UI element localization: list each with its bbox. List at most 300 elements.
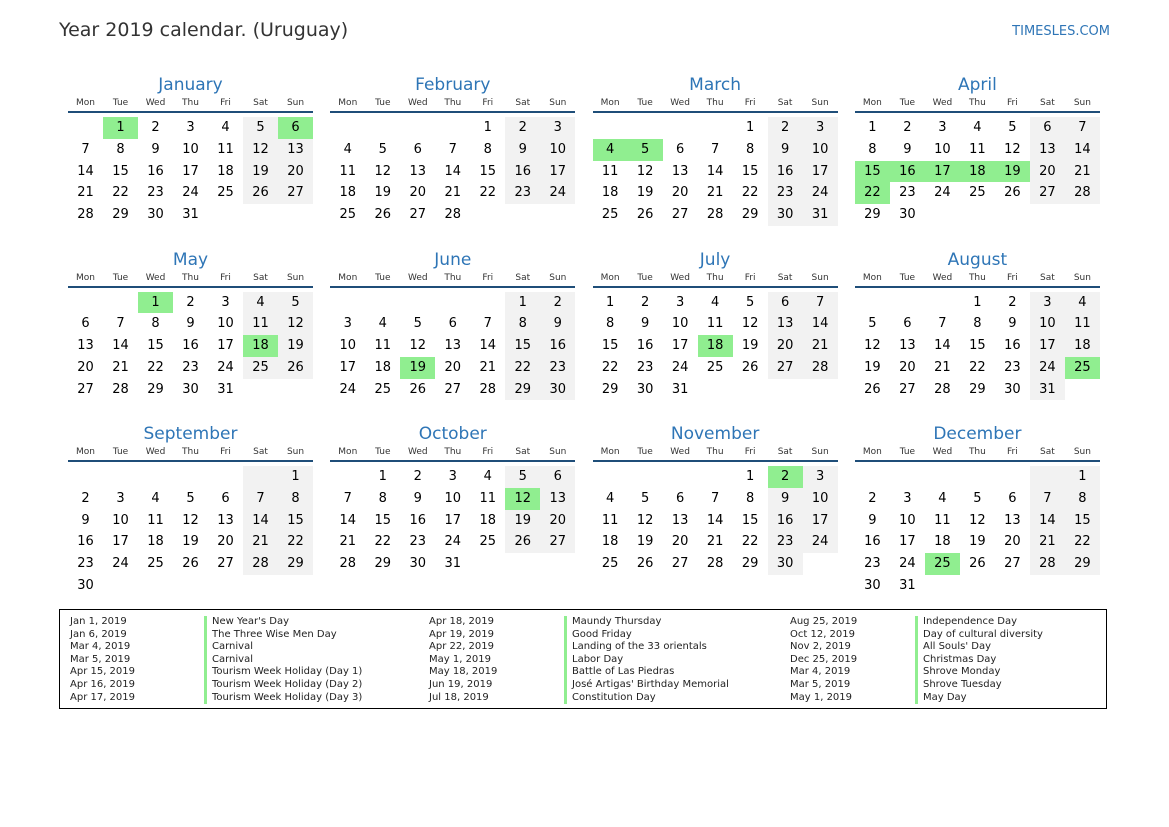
day-grid <box>330 466 575 575</box>
day-cell: 21 <box>479 359 497 375</box>
day-cell: 8 <box>151 316 160 332</box>
holiday-date: Aug 25, 2019 <box>790 616 858 627</box>
day-cell: 2 <box>505 117 540 139</box>
day-cell: 31 <box>803 204 838 226</box>
day-cell: 27 <box>278 182 313 204</box>
month-february <box>330 74 575 249</box>
day-cell: 10 <box>217 316 234 332</box>
holiday-date: Jul 18, 2019 <box>429 691 489 703</box>
day-cell: 20 <box>278 161 313 183</box>
day-cell: 11 <box>243 313 278 335</box>
day-cell: 29 <box>741 556 759 572</box>
day-cell: 5 <box>505 466 540 488</box>
day-cell: 30 <box>77 577 94 593</box>
day-cell: 18 <box>601 185 619 201</box>
weekday-label: Fri <box>1007 447 1018 457</box>
day-cell: 15 <box>969 338 986 354</box>
weekday-label: Thu <box>444 447 462 457</box>
day-cell: 28 <box>444 207 462 223</box>
holiday-date: Jan 1, 2019 <box>70 616 127 627</box>
day-blank <box>400 117 435 139</box>
day-cell: 4 <box>938 490 947 506</box>
day-cell: 22 <box>601 359 619 375</box>
weekday-label: Fri <box>220 98 231 108</box>
day-cell: 22 <box>479 185 497 201</box>
day-cell: 18 <box>217 163 234 179</box>
day-blank <box>698 117 733 139</box>
day-cell: 11 <box>1065 313 1100 335</box>
day-cell: 20 <box>768 335 803 357</box>
day-blank <box>103 466 138 488</box>
weekday-label: Sat <box>1040 98 1055 108</box>
day-cell: 30 <box>864 577 881 593</box>
day-cell: 12 <box>636 163 654 179</box>
day-cell: 7 <box>1030 488 1065 510</box>
day-cell: 13 <box>1004 512 1021 528</box>
weekday-label: Thu <box>706 98 724 108</box>
holiday-date: Apr 19, 2019 <box>429 628 495 640</box>
day-cell: 9 <box>151 141 160 157</box>
day-cell: 5 <box>973 490 982 506</box>
day-cell: 19 <box>243 161 278 183</box>
day-cell: 26 <box>278 357 313 379</box>
weekday-label: Mon <box>338 447 358 457</box>
month-name: December <box>933 424 1022 444</box>
day-cell: 15 <box>147 338 164 354</box>
day-cell: 24 <box>112 556 129 572</box>
holiday-name: Tourism Week Holiday (Day 1) <box>204 666 362 679</box>
day-cell: 18 <box>601 534 619 550</box>
day-cell: 9 <box>868 512 877 528</box>
weekday-label: Mon <box>338 272 358 283</box>
weekday-label: Wed <box>932 272 953 283</box>
day-cell: 26 <box>864 381 881 397</box>
holiday-day-cell: 18 <box>698 335 733 357</box>
day-cell: 21 <box>243 531 278 553</box>
day-blank <box>593 466 628 488</box>
weekday-label: Thu <box>444 98 462 108</box>
day-cell: 7 <box>710 490 720 506</box>
holiday-day-cell: 15 <box>855 161 890 183</box>
month-april <box>855 74 1100 249</box>
holiday-date-column <box>790 616 857 704</box>
day-cell: 9 <box>505 139 540 161</box>
day-cell: 21 <box>1030 531 1065 553</box>
weekday-label: Tue <box>112 447 129 457</box>
day-cell: 27 <box>768 357 803 379</box>
day-cell: 22 <box>112 185 129 201</box>
day-cell: 14 <box>1065 139 1100 161</box>
weekday-header <box>593 271 838 288</box>
day-cell: 2 <box>868 490 877 506</box>
day-cell: 28 <box>112 381 129 397</box>
weekday-label: Thu <box>706 272 724 283</box>
day-cell: 3 <box>448 469 457 484</box>
weekday-label: Sat <box>253 447 268 457</box>
day-cell: 15 <box>374 512 392 528</box>
day-cell: 31 <box>444 556 462 572</box>
day-cell: 28 <box>339 556 357 572</box>
holiday-day-cell: 16 <box>890 161 925 183</box>
day-cell: 13 <box>671 512 689 528</box>
weekday-label: Tue <box>637 272 653 283</box>
day-cell: 23 <box>77 556 94 572</box>
weekday-header <box>593 445 838 462</box>
day-cell: 22 <box>278 531 313 553</box>
month-may <box>68 249 313 424</box>
holiday-day-cell: 18 <box>243 335 278 357</box>
holiday-name: Battle of Las Piedras <box>564 666 729 679</box>
holiday-day-cell: 4 <box>593 139 628 161</box>
day-grid <box>68 292 313 401</box>
day-cell: 30 <box>540 379 575 401</box>
day-cell: 4 <box>221 120 230 135</box>
day-cell: 2 <box>1008 294 1017 310</box>
day-cell: 16 <box>768 161 803 183</box>
day-cell: 30 <box>147 207 164 223</box>
day-cell: 26 <box>374 207 392 223</box>
weekday-label: Tue <box>637 98 653 108</box>
day-cell: 27 <box>540 531 575 553</box>
day-cell: 16 <box>505 161 540 183</box>
weekday-label: Sun <box>1073 98 1091 108</box>
day-cell: 3 <box>116 490 125 506</box>
day-cell: 29 <box>741 207 759 223</box>
day-cell: 24 <box>934 185 951 201</box>
day-cell: 31 <box>182 207 199 223</box>
weekday-label: Mon <box>600 447 620 457</box>
day-cell: 26 <box>243 182 278 204</box>
weekday-label: Wed <box>670 447 690 457</box>
day-cell: 30 <box>899 207 916 223</box>
day-cell: 28 <box>77 207 94 223</box>
day-cell: 6 <box>675 490 685 506</box>
day-grid <box>68 117 313 226</box>
holiday-name: Shrove Monday <box>915 666 1043 679</box>
day-cell: 25 <box>339 207 357 223</box>
day-cell: 13 <box>409 163 427 179</box>
day-cell: 2 <box>540 292 575 314</box>
day-cell: 14 <box>1030 510 1065 532</box>
day-cell: 8 <box>378 490 387 506</box>
holiday-name: Shrove Tuesday <box>915 679 1043 692</box>
holiday-name: May Day <box>915 692 1043 705</box>
day-cell: 20 <box>540 510 575 532</box>
day-cell: 4 <box>710 294 720 310</box>
day-blank <box>435 117 470 139</box>
day-cell: 23 <box>768 531 803 553</box>
day-grid <box>330 117 575 226</box>
day-blank <box>698 466 733 488</box>
day-grid <box>68 466 313 597</box>
day-cell: 3 <box>186 120 195 135</box>
weekday-label: Mon <box>338 98 358 108</box>
day-cell: 8 <box>973 316 982 332</box>
holiday-name: Constitution Day <box>564 692 729 705</box>
day-cell: 12 <box>864 338 881 354</box>
month-july <box>593 249 838 424</box>
weekday-label: Wed <box>145 272 166 283</box>
holiday-date: Apr 18, 2019 <box>429 616 495 627</box>
day-cell: 20 <box>1004 534 1021 550</box>
day-cell: 29 <box>1065 553 1100 575</box>
weekday-label: Sat <box>777 272 793 283</box>
day-cell: 22 <box>741 534 759 550</box>
page-title: Year 2019 calendar. (Uruguay) <box>59 19 349 41</box>
day-cell: 30 <box>636 381 654 397</box>
day-cell: 9 <box>81 512 90 528</box>
holiday-day-cell: 19 <box>995 161 1030 183</box>
day-cell: 21 <box>339 534 357 550</box>
day-cell: 17 <box>339 359 357 375</box>
day-cell: 19 <box>864 359 881 375</box>
day-cell: 30 <box>768 204 803 226</box>
day-cell: 16 <box>77 534 94 550</box>
weekday-label: Thu <box>182 447 199 457</box>
month-november <box>593 423 838 598</box>
day-cell: 6 <box>768 292 803 314</box>
holiday-date: Mar 5, 2019 <box>790 678 851 690</box>
day-cell: 9 <box>540 313 575 335</box>
day-cell: 1 <box>973 294 982 310</box>
day-cell: 1 <box>1065 466 1100 488</box>
day-cell: 15 <box>1065 510 1100 532</box>
weekday-label: Tue <box>637 447 653 457</box>
day-cell: 3 <box>938 120 947 135</box>
day-cell: 10 <box>112 512 129 528</box>
day-blank <box>173 466 208 488</box>
day-cell: 5 <box>413 316 422 332</box>
day-cell: 2 <box>151 120 160 135</box>
day-blank <box>400 292 435 314</box>
day-cell: 11 <box>706 316 724 332</box>
day-blank <box>365 117 400 139</box>
day-cell: 12 <box>741 316 759 332</box>
day-cell: 28 <box>706 556 724 572</box>
day-cell: 20 <box>444 359 462 375</box>
weekday-label: Fri <box>744 272 756 283</box>
day-cell: 17 <box>444 512 462 528</box>
day-cell: 23 <box>147 185 164 201</box>
holiday-date: Mar 5, 2019 <box>70 653 131 665</box>
day-cell: 6 <box>540 466 575 488</box>
day-cell: 19 <box>636 185 654 201</box>
day-cell: 22 <box>147 359 164 375</box>
day-cell: 31 <box>1030 379 1065 401</box>
day-cell: 17 <box>899 534 916 550</box>
holiday-name: Good Friday <box>564 629 729 642</box>
month-name: May <box>172 249 209 270</box>
day-cell: 22 <box>505 357 540 379</box>
day-blank <box>470 292 505 314</box>
day-cell: 5 <box>745 294 755 310</box>
day-blank <box>365 292 400 314</box>
day-cell: 7 <box>448 141 457 157</box>
weekday-label: Mon <box>76 272 95 283</box>
day-cell: 23 <box>1004 359 1021 375</box>
day-cell: 12 <box>182 512 199 528</box>
day-cell: 23 <box>768 182 803 204</box>
weekday-label: Fri <box>482 447 494 457</box>
day-grid <box>593 466 838 575</box>
weekday-label: Wed <box>932 447 953 457</box>
day-cell: 3 <box>803 117 838 139</box>
weekday-label: Fri <box>1007 272 1018 283</box>
day-cell: 11 <box>479 490 497 506</box>
day-cell: 8 <box>483 141 492 157</box>
day-cell: 11 <box>934 512 951 528</box>
holiday-day-cell: 5 <box>628 139 663 161</box>
holiday-name: Carnival <box>204 654 362 667</box>
weekday-label: Sun <box>1073 447 1091 457</box>
day-cell: 8 <box>745 490 755 506</box>
day-cell: 17 <box>803 510 838 532</box>
day-cell: 6 <box>903 316 912 332</box>
day-cell: 2 <box>186 294 195 310</box>
day-cell: 16 <box>1004 338 1021 354</box>
day-cell: 6 <box>81 316 90 332</box>
day-cell: 7 <box>803 292 838 314</box>
day-cell: 5 <box>640 490 650 506</box>
weekday-label: Mon <box>600 98 620 108</box>
weekday-label: Sat <box>515 272 531 283</box>
day-cell: 31 <box>217 381 234 397</box>
day-cell: 25 <box>601 556 619 572</box>
day-cell: 13 <box>217 512 234 528</box>
holiday-date-column <box>429 616 497 704</box>
day-cell: 29 <box>864 207 881 223</box>
day-cell: 8 <box>1065 488 1100 510</box>
day-cell: 11 <box>217 141 234 157</box>
day-cell: 24 <box>540 182 575 204</box>
day-cell: 27 <box>671 556 689 572</box>
day-cell: 10 <box>803 139 838 161</box>
day-cell: 4 <box>378 316 387 332</box>
weekday-label: Tue <box>375 272 391 283</box>
day-cell: 21 <box>706 185 724 201</box>
weekday-label: Sun <box>811 98 829 108</box>
day-cell: 27 <box>1030 182 1065 204</box>
day-cell: 7 <box>1065 117 1100 139</box>
day-cell: 28 <box>243 553 278 575</box>
day-cell: 3 <box>221 294 230 310</box>
day-cell: 7 <box>243 488 278 510</box>
day-cell: 11 <box>339 163 357 179</box>
day-cell: 18 <box>1065 335 1100 357</box>
day-cell: 9 <box>768 488 803 510</box>
day-cell: 22 <box>741 185 759 201</box>
day-blank <box>330 117 365 139</box>
weekday-label: Sun <box>286 98 305 108</box>
day-cell: 13 <box>671 163 689 179</box>
day-cell: 1 <box>378 469 387 484</box>
day-cell: 19 <box>969 534 986 550</box>
day-blank <box>243 466 278 488</box>
day-grid <box>855 292 1100 401</box>
day-cell: 14 <box>706 163 724 179</box>
day-cell: 7 <box>116 316 125 332</box>
weekday-label: Wed <box>407 98 428 108</box>
day-cell: 15 <box>278 510 313 532</box>
day-cell: 8 <box>116 141 125 157</box>
day-cell: 20 <box>899 359 916 375</box>
day-cell: 29 <box>278 553 313 575</box>
day-cell: 6 <box>413 141 422 157</box>
weekday-header <box>330 271 575 288</box>
weekday-label: Wed <box>407 272 428 283</box>
weekday-label: Wed <box>670 272 690 283</box>
day-cell: 24 <box>899 556 916 572</box>
holiday-date: Apr 15, 2019 <box>70 666 136 678</box>
day-cell: 12 <box>243 139 278 161</box>
day-cell: 15 <box>112 163 129 179</box>
day-blank <box>890 466 925 488</box>
day-cell: 19 <box>636 534 654 550</box>
weekday-label: Wed <box>145 447 166 457</box>
day-cell: 12 <box>1004 141 1021 157</box>
day-cell: 10 <box>339 338 357 354</box>
day-cell: 30 <box>182 381 199 397</box>
day-cell: 1 <box>505 292 540 314</box>
day-cell: 4 <box>605 490 615 506</box>
weekday-label: Mon <box>862 447 882 457</box>
weekday-label: Sat <box>777 98 793 108</box>
day-cell: 30 <box>409 556 427 572</box>
month-name: November <box>670 424 760 444</box>
day-cell: 26 <box>741 359 759 375</box>
day-cell: 3 <box>903 490 912 506</box>
weekday-label: Thu <box>182 98 199 108</box>
weekday-header <box>855 271 1100 288</box>
day-blank <box>68 117 103 139</box>
weekday-label: Wed <box>145 98 166 108</box>
day-cell: 2 <box>413 469 422 484</box>
day-cell: 6 <box>1030 117 1065 139</box>
holiday-name: The Three Wise Men Day <box>204 629 362 642</box>
day-cell: 27 <box>409 207 427 223</box>
day-cell: 10 <box>899 512 916 528</box>
holiday-day-cell: 18 <box>960 161 995 183</box>
day-cell: 20 <box>671 534 689 550</box>
day-cell: 7 <box>343 490 352 506</box>
month-name: October <box>418 424 487 444</box>
day-cell: 29 <box>112 207 129 223</box>
day-cell: 13 <box>540 488 575 510</box>
weekday-label: Fri <box>1007 98 1018 108</box>
day-cell: 25 <box>374 381 392 397</box>
day-cell: 12 <box>409 338 427 354</box>
day-grid <box>855 466 1100 597</box>
month-name: June <box>434 249 472 270</box>
day-blank <box>925 466 960 488</box>
day-cell: 1 <box>745 469 755 484</box>
day-cell: 6 <box>675 141 685 157</box>
day-cell: 3 <box>1030 292 1065 314</box>
day-grid <box>330 292 575 401</box>
day-cell: 30 <box>768 553 803 575</box>
day-blank <box>663 466 698 488</box>
weekday-label: Wed <box>670 98 690 108</box>
day-cell: 13 <box>1030 139 1065 161</box>
day-cell: 15 <box>479 163 497 179</box>
day-cell: 25 <box>243 357 278 379</box>
day-cell: 14 <box>243 510 278 532</box>
day-cell: 8 <box>278 488 313 510</box>
day-cell: 1 <box>868 120 877 135</box>
site-link[interactable]: TIMESLES.COM <box>1012 24 1110 39</box>
weekday-label: Thu <box>706 447 724 457</box>
day-cell: 25 <box>217 185 234 201</box>
